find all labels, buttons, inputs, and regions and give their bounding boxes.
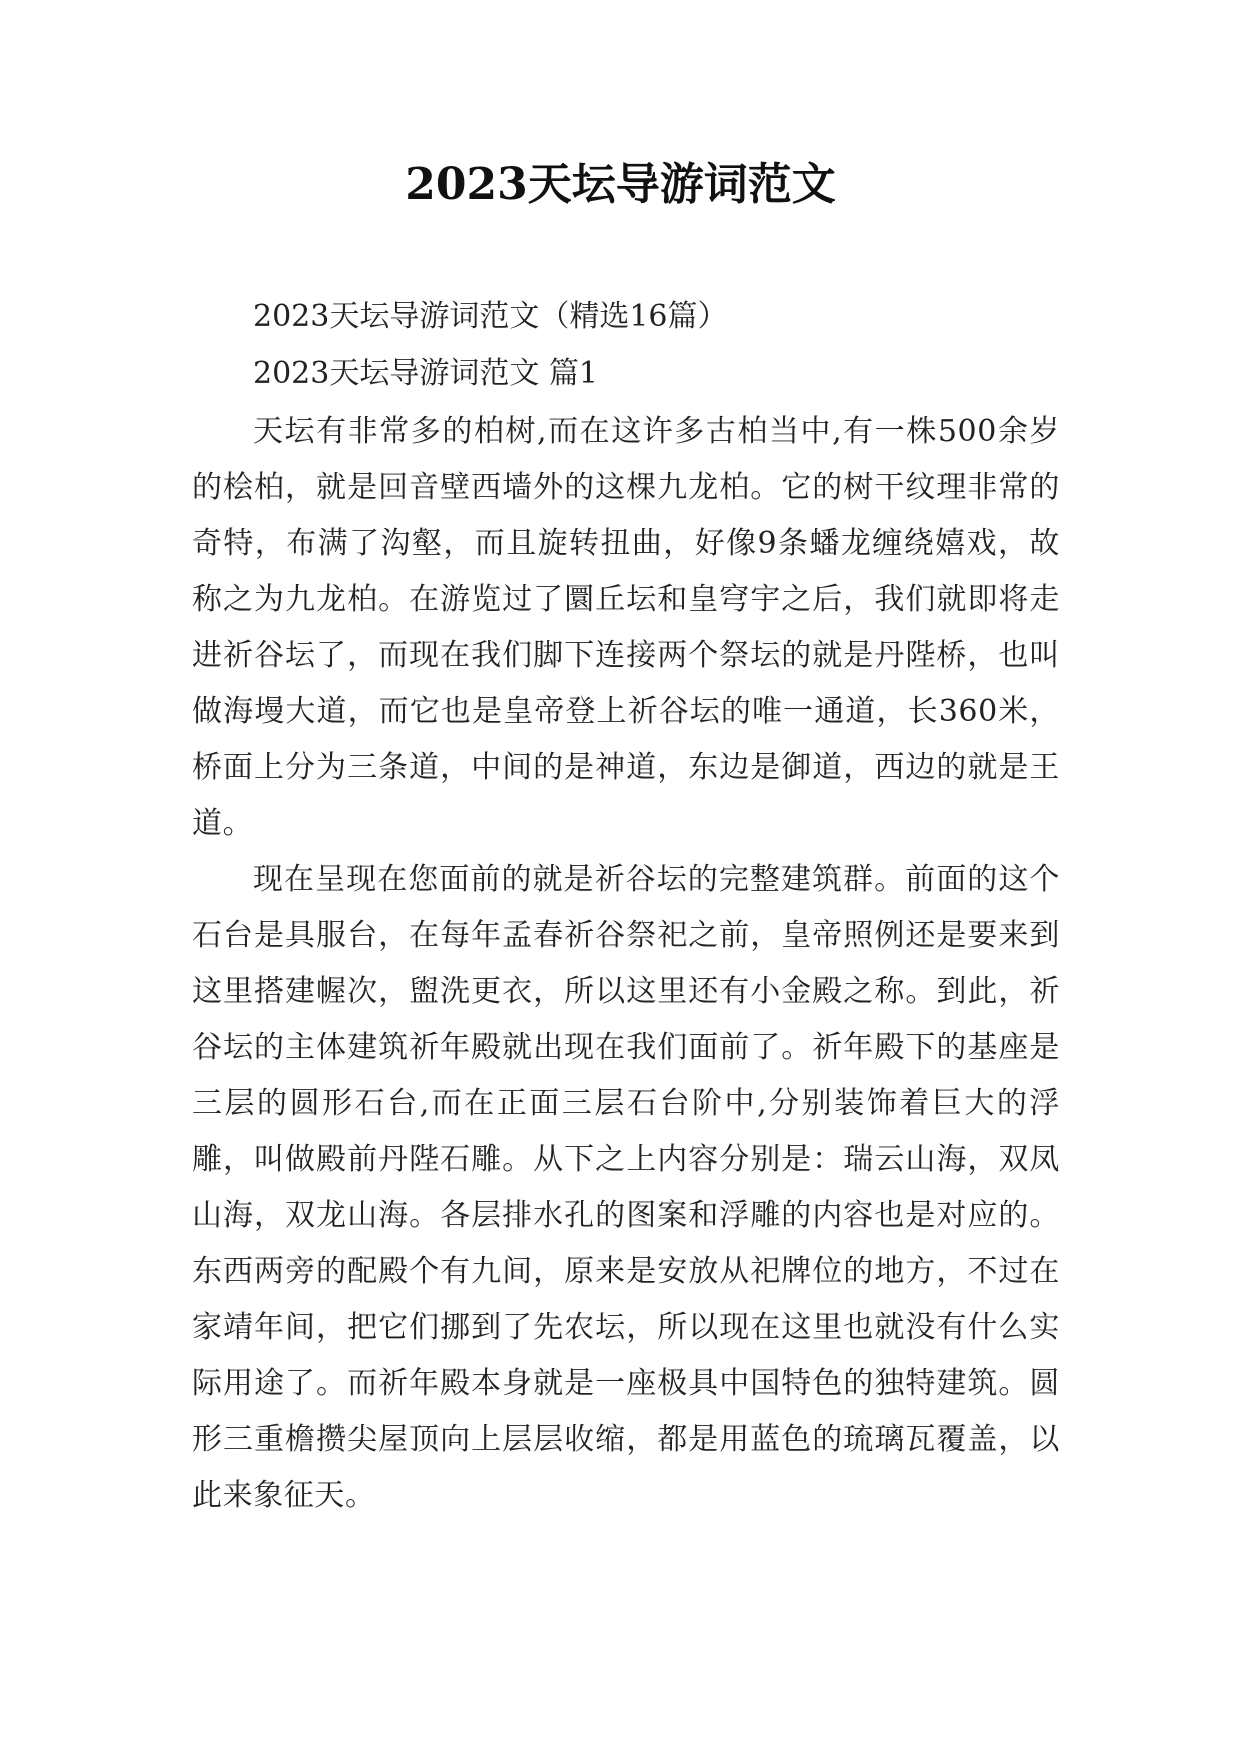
collection-heading: 2023天坛导游词范文（精选16篇） — [253, 299, 728, 334]
article-heading: 2023天坛导游词范文 篇1 — [253, 356, 598, 391]
document-title: 2023天坛导游词范文 — [405, 159, 836, 210]
body-paragraph: 现在呈现在您面前的就是祈谷坛的完整建筑群。前面的这个石台是具服台，在每年孟春祈谷祭祀之前，皇帝照例还是要来到这里搭建幄次，盥洗更衣，所以这里还有小金殿之称。到此，祈谷坛的主体建筑祈年殿就出现在我们面前了。祈年殿下的基座是三层的圆形石台,而在正面三层石台阶中,分别装饰着巨大的浮雕，叫做殿前丹陛石雕。从下之上内容分别是：瑞云山海，双凤山海，双龙山海。各层排水孔的图案和浮雕的内容也是对应的。东西两旁的配殿个有九间，原来是安放从祀牌位的地方，不过在家靖年间，把它们挪到了先农坛，所以现在这里也就没有什么实际用途了。而祈年殿本身就是一座极具中国特色的独特建筑。圆形三重檐攒尖屋顶向上层层收缩，都是用蓝色的琉璃瓦覆盖，以此来象征天。 — [192, 862, 1060, 1513]
body-paragraph: 天坛有非常多的柏树,而在这许多古柏当中,有一株500余岁的桧柏，就是回音壁西墙外的这棵九龙柏。它的树干纹理非常的奇特，布满了沟壑，而且旋转扭曲，好像9条蟠龙缠绕嬉戏，故称之为九龙柏。在游览过了圜丘坛和皇穹宇之后，我们就即将走进祈谷坛了，而现在我们脚下连接两个祭坛的就是丹陛桥，也叫做海墁大道，而它也是皇帝登上祈谷坛的唯一通道，长360米，桥面上分为三条道，中间的是神道，东边是御道，西边的就是王道。 — [192, 414, 1060, 841]
